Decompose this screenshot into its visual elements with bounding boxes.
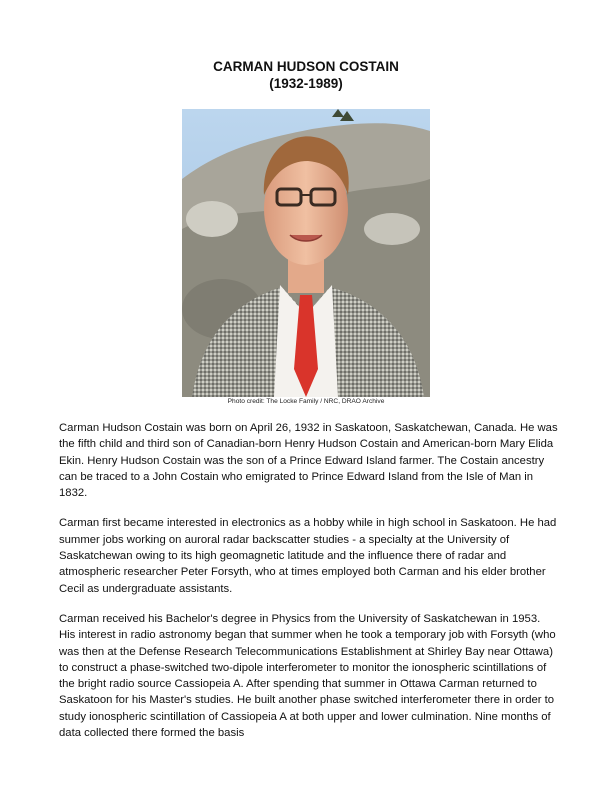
title-years: (1932-1989) bbox=[269, 76, 343, 91]
portrait-photo bbox=[182, 109, 430, 397]
paragraph: Carman first became interested in electronics as a hobby while in high school in Saskatoon. He had summer jobs working on auroral radar backscatter studies - a specialty at the University of Saskatchewan owing to its high geomagnetic latitude and the influence there of radar and atmospheric researcher Peter Forsyth, who at times employed both Carman and his elder brother Cecil as undergraduate assistants. bbox=[59, 517, 557, 595]
page-title bbox=[0, 58, 612, 92]
biography-text bbox=[59, 420, 559, 741]
title-name: CARMAN HUDSON COSTAIN bbox=[213, 59, 399, 74]
photo-credit: Photo credit: The Locke Family / NRC, DRAO Archive bbox=[227, 398, 385, 405]
paragraph: Carman received his Bachelor's degree in Physics from the University of Saskatchewan in 1953. His interest in radio astronomy began that summer when he took a temporary job with Forsyth (who was then at the Defense Research Telecommunications Establishment at Shirley Bay near Ottawa) to construct a phase-switched two-dipole interferometer to monitor the ionospheric scintillations of the bright radio source Cassiopeia A. After spending that summer in Ottawa Carman returned to Saskatoon for his Master's studies. He built another phase switched interferometer there in order to study ionospheric scintillation of Cassiopeia A at both upper and lower culmination. Nine months of data collected there formed the basis bbox=[59, 612, 556, 740]
paragraph: Carman Hudson Costain was born on April 26, 1932 in Saskatoon, Saskatchewan, Canada. He was the fifth child and third son of Canadian-born Henry Hudson Costain and American-born Mary Elida Ekin. Henry Hudson Costain was the son of a Prince Edward Island farmer. The Costain ancestry can be traced to a John Costain who emigrated to Prince Edward Island from the Isle of Man in 1832. bbox=[59, 422, 558, 500]
